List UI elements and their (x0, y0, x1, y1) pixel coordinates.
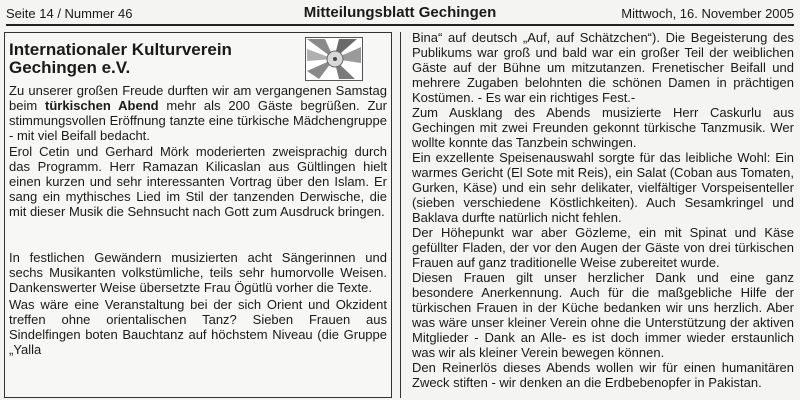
paragraph-1 (9, 83, 387, 143)
paragraph-8: Der Höhepunkt war aber Gözleme, ein mit Spinat und Käse gefüllter Fladen, der vor den Augen der Gäste von drei türkischen Frauen auf ganz traditionelle Weise zubereitet wurde. (412, 225, 794, 270)
kulturverein-logo-icon (305, 37, 363, 81)
publication-title: Mitteilungsblatt Gechingen (303, 4, 497, 21)
article-left-column (4, 32, 392, 398)
paragraph-1-text-a: Zu unserer großen Freude durften wir am vergangenen Samstag beim (9, 83, 387, 113)
issue-date: Mittwoch, 16. November 2005 (621, 6, 794, 21)
article-title (9, 41, 232, 77)
paragraph-1-bold: türkischen Abend (45, 98, 159, 113)
paragraph-2: Erol Cetin und Gerhard Mörk moderierten zweisprachig durch das Programm. Herr Ramazan Kilicaslan aus Gültlingen hielt einen kurzen und sehr interessanten Vortrag über den Islam. Er sang ein mythisches Lied im Stil der tanzenden Derwische, die mit dieser Musik die Sehnsucht nach Gott zum Ausdruck bringen. (9, 144, 387, 219)
page-number: Seite 14 / Nummer 46 (6, 6, 133, 21)
paragraph-10: Den Reinerlös dieses Abends wollen wir für einen humanitären Zweck stiften - wir denken an die Erdbebenopfer in Pakistan. (412, 360, 794, 390)
column-divider (400, 32, 401, 398)
page-header (6, 2, 794, 24)
paragraph-7: Ein exzellente Speisenauswahl sorgte für das leibliche Wohl: Ein warmes Gericht (El Sote mit Reis), ein Salat (Coban aus Tomaten, Gurken, Käse) und ein sehr delikater, vielfältiger Vorspeisenteller (sieben verschiedene Köstlichkeiten). Auch Sesamkringel und Baklava durfte natürlich nicht fehlen. (412, 150, 794, 225)
paragraph-6: Zum Ausklang des Abends musizierte Herr Caskurlu aus Gechingen mit zwei Freunden gekonnt türkische Tanzmusik. Wer wollte konnte das Tanzbein schwingen. (412, 105, 794, 150)
paragraph-9: Diesen Frauen gilt unser herzlicher Dank und eine ganz besondere Anerkennung. Auch für die maßgebliche Hilfe der türkischen Frauen in der Küche bedanken wir uns herzlich. Aber was wäre unser kleiner Verein ohne die Unterstützung der aktiven Mitglieder - Dank an Alle- es ist doch immer wieder erstaunlich was wir als kleiner Verein bewegen können. (412, 270, 794, 360)
header-rule (6, 24, 794, 26)
paragraph-4: Was wäre eine Veranstaltung bei der sich Orient und Okzident treffen ohne orientalischen Tanz? Sieben Frauen aus Sindelfingen boten Bauchtanz auf höchstem Niveau (die Gruppe „Yalla (9, 297, 387, 357)
article-right-column (412, 30, 794, 390)
article-title-line2: Gechingen e.V. (9, 58, 131, 77)
article-title-line1: Internationaler Kulturverein (9, 40, 232, 59)
paragraph-1-text-b: mehr als 200 Gäste begrüßen. Zur stimmungsvollen Eröffnung tanzte eine türkische Mädchengruppe - mit viel Beifall bedacht. (9, 98, 387, 143)
paragraph-3: In festlichen Gewändern musizierten acht Sängerinnen und sechs Musikanten volkstümliche, teils sehr humorvolle Weisen. Dankenswerter Weise übersetzte Frau Ögütlü vorher die Texte. (9, 250, 387, 295)
paragraph-5: Bina“ auf deutsch „Auf, auf Schätzchen“). Die Begeisterung des Publikums war groß und bald war ein großer Teil der weiblichen Gäste auf der Bühne um mitzutanzen. Frenetischer Beifall und mehrere Zugaben belohnten die schönen Damen in prächtigen Kostümen. - Es war ein richtiges Fest.- (412, 30, 794, 105)
